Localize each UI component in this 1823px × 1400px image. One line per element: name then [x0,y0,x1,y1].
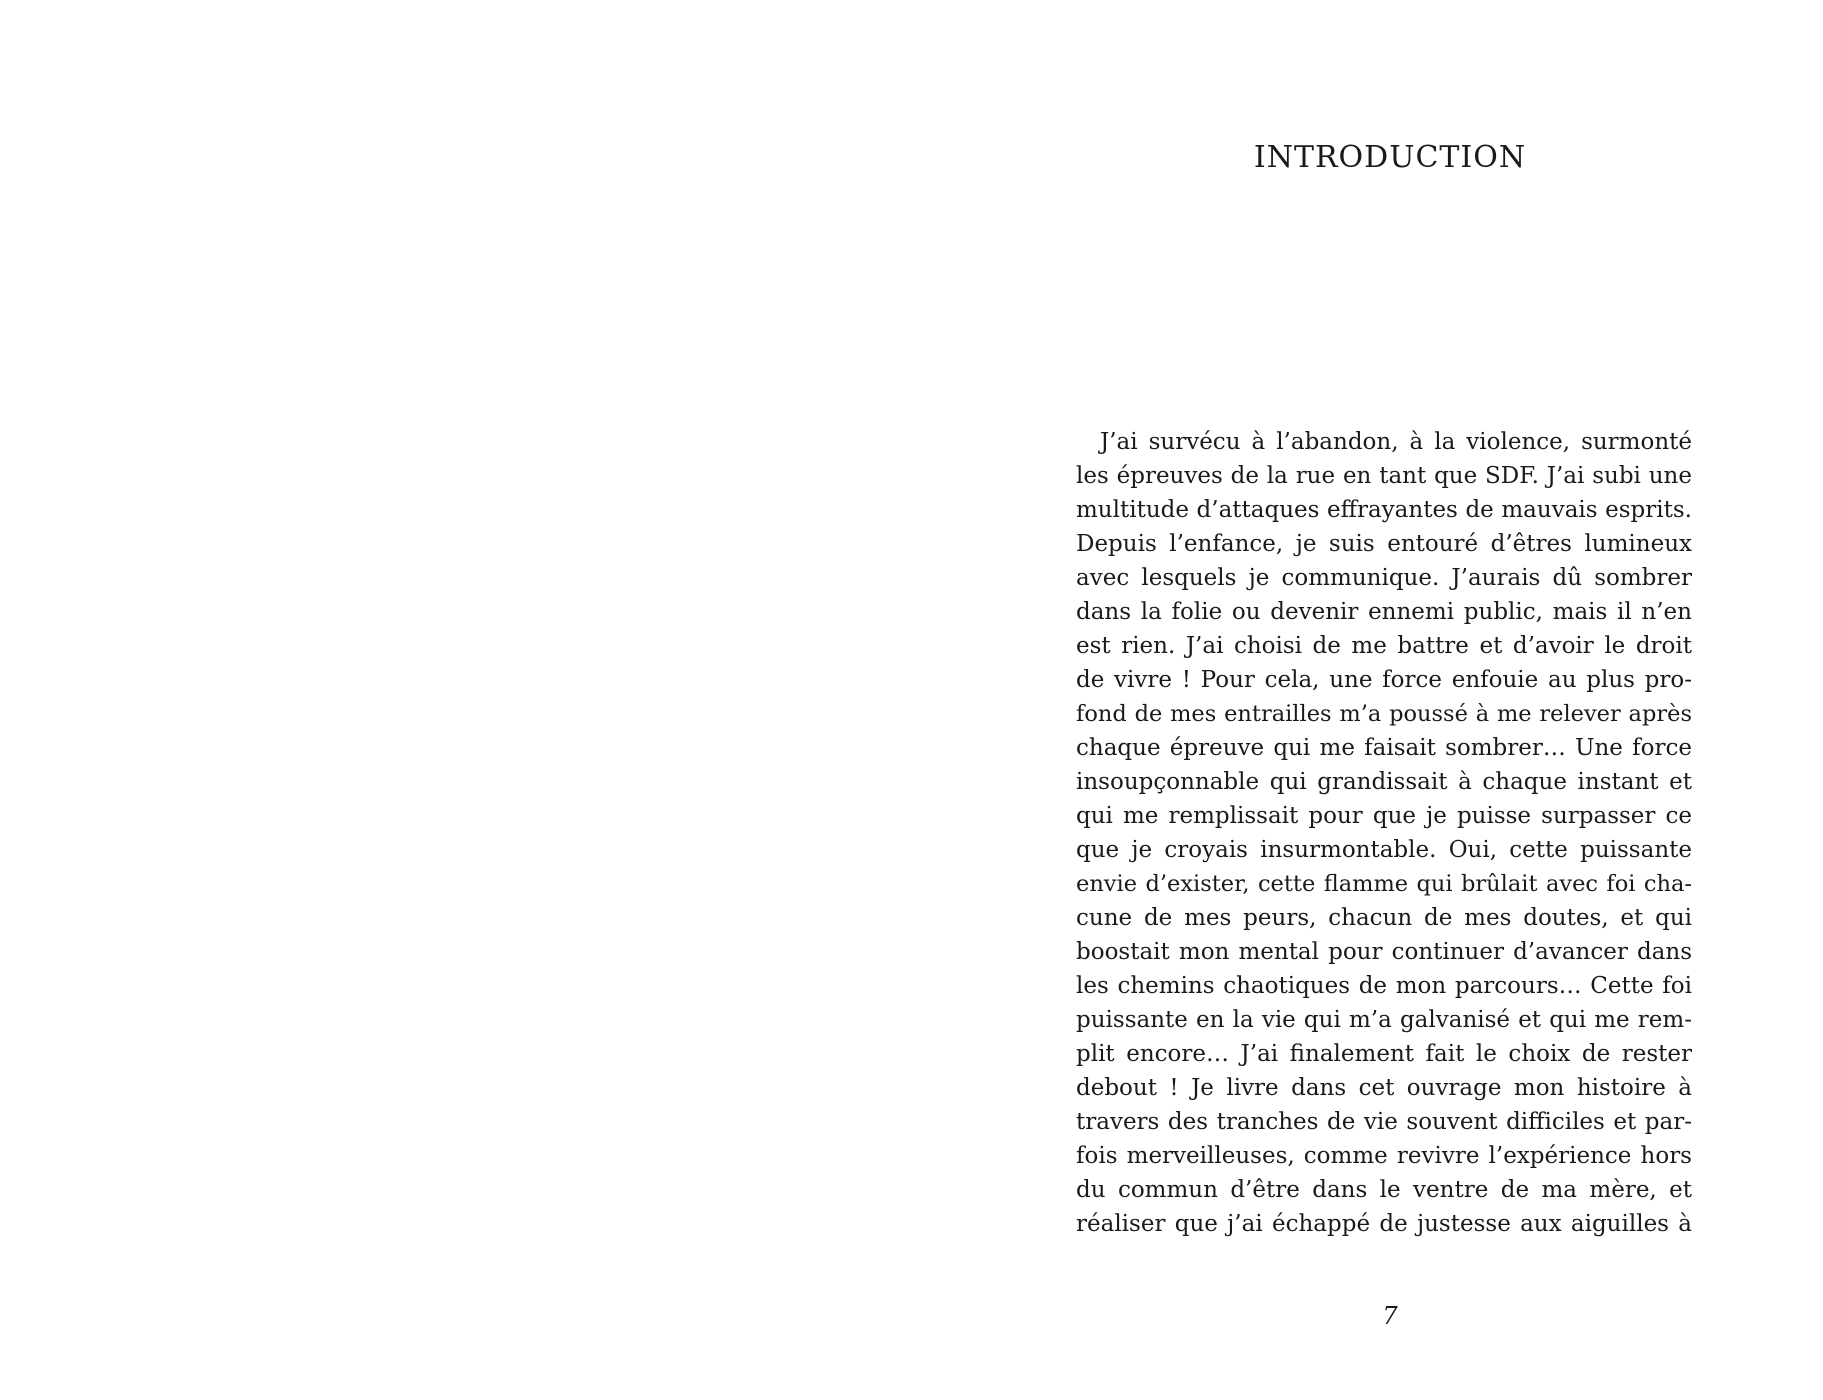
text-line: travers des tranches de vie souvent difficiles et par- [1076,1109,1692,1135]
text-line: puissante en la vie qui m’a galvanisé et qui me rem- [1076,1007,1692,1033]
text-line: avec lesquels je communique. J’aurais dû sombrer [1076,565,1692,591]
text-line: boostait mon mental pour continuer d’avancer dans [1076,939,1692,965]
text-line: plit encore… J’ai finalement fait le choix de rester [1076,1041,1692,1067]
text-line: réaliser que j’ai échappé de justesse aux aiguilles à [1076,1211,1692,1237]
text-line: fois merveilleuses, comme revivre l’expérience hors [1076,1143,1692,1169]
text-line: multitude d’attaques effrayantes de mauvais esprits. [1076,497,1692,523]
text-line: dans la folie ou devenir ennemi public, mais il n’en [1076,599,1692,625]
body-paragraph [1076,425,1692,1241]
text-line: debout ! Je livre dans cet ouvrage mon histoire à [1076,1075,1692,1101]
text-line: chaque épreuve qui me faisait sombrer… Une force [1076,735,1692,761]
text-line: est rien. J’ai choisi de me battre et d’avoir le droit [1076,633,1692,659]
text-line: les chemins chaotiques de mon parcours… Cette foi [1076,973,1692,999]
text-line: qui me remplissait pour que je puisse surpasser ce [1076,803,1692,829]
text-line: fond de mes entrailles m’a poussé à me relever après [1076,701,1692,727]
text-line: du commun d’être dans le ventre de ma mère, et [1076,1177,1692,1203]
text-line: Depuis l’enfance, je suis entouré d’êtres lumineux [1076,531,1692,557]
text-line: J’ai survécu à l’abandon, à la violence, surmonté [1100,429,1692,455]
text-line: envie d’exister, cette flamme qui brûlait avec foi cha- [1076,871,1692,897]
chapter-title: INTRODUCTION [1253,140,1527,175]
left-page-blank [0,0,911,1400]
page-number: 7 [1382,1302,1398,1330]
text-line: insoupçonnable qui grandissait à chaque instant et [1076,769,1692,795]
text-line: de vivre ! Pour cela, une force enfouie au plus pro- [1076,667,1692,693]
text-line: cune de mes peurs, chacun de mes doutes, et qui [1076,905,1692,931]
text-line: que je croyais insurmontable. Oui, cette puissante [1076,837,1692,863]
text-line: les épreuves de la rue en tant que SDF. J’ai subi une [1076,463,1692,489]
